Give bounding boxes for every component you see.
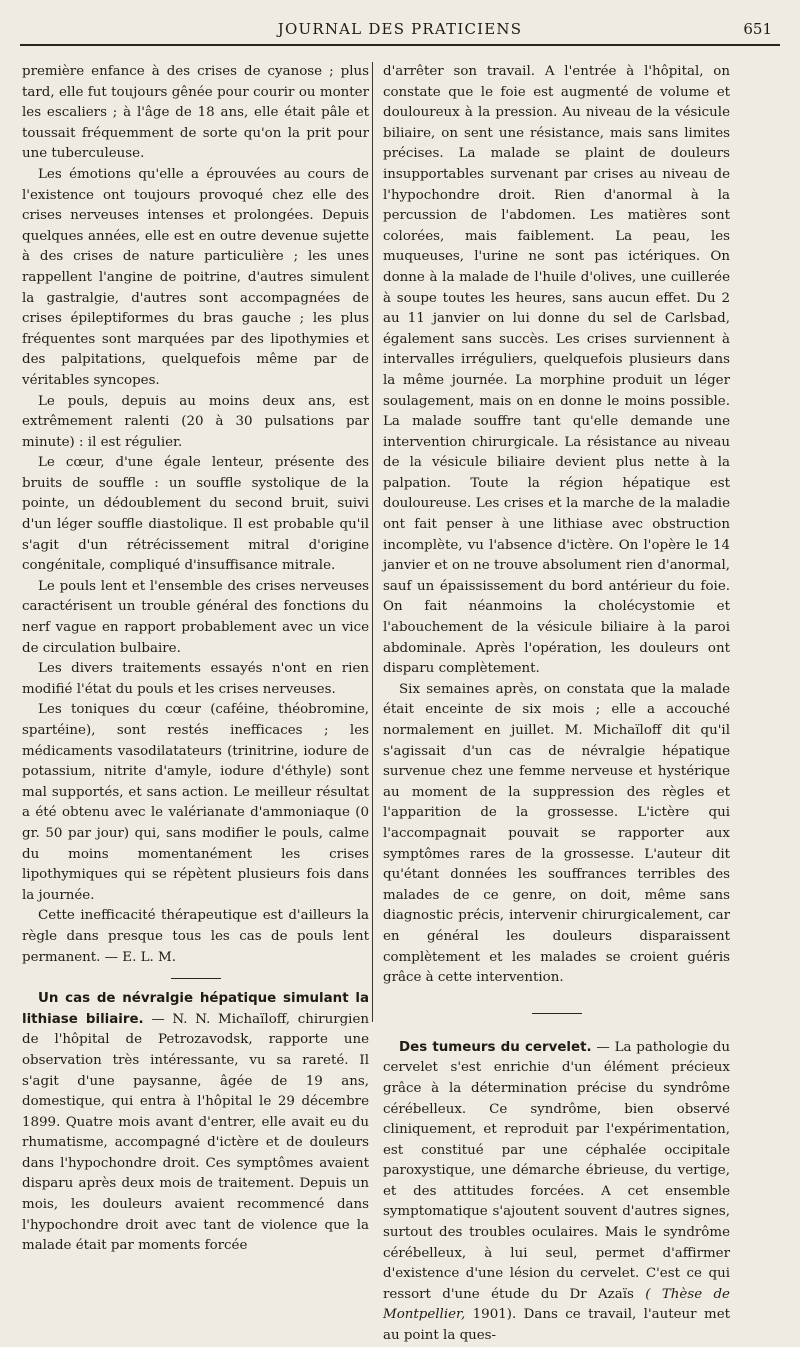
article-cervelet: [383, 1038, 730, 1347]
page-number: 651: [743, 20, 772, 38]
paragraph: Le pouls lent et l'ensemble des crises nerveuses caractérisent un trouble général des fonctions du nerf vague en rapport probablement avec un vice de circulation bulbaire.: [22, 578, 369, 656]
paragraph: d'arrêter son travail. A l'entrée à l'hôpital, on constate que le foie est augmenté de volume et douloureux à la pression. Au niveau de la vésicule biliaire, on sent une résistance, mais sans limites précises. La malade se plaint de douleurs insupportables survenant par crises au niveau de l'hypochondre droit. Rien d'anormal à la percussion de l'abdomen. Les matières sont colorées, mais faiblement. La peau, les muqueuses, l'urine ne sont pas ictériques. On donne à la malade de l'huile d'olives, une cuillerée à soupe toutes les heures, sans aucun effet. Du 2 au 11 janvier on lui donne du sel de Carlsbad, également sans succès. Les crises surviennent à intervalles irréguliers, quelquefois plusieurs dans la même journée. La morphine produit un léger soulagement, mais on en donne le moins possible. La malade souffre tant qu'elle demande une intervention chirurgicale. La résistance au niveau de la vésicule biliaire devient plus nette à la palpation. Toute la région hépatique est douloureuse. Les crises et la marche de la maladie ont fait penser à une lithiase avec obstruction incomplète, vu l'absence d'ictère. On l'opère le 14 janvier et on ne trouve absolument rien d'anormal, sauf un épaississement du bord antérieur du foie. On fait néanmoins la cholécystomie et l'abouchement de la vésicule biliaire à la paroi abdominale. Après l'opération, les douleurs ont disparu complètement.: [383, 64, 730, 677]
left-column: [22, 62, 369, 1257]
section-separator: [171, 978, 221, 979]
paragraph: Cette inefficacité thérapeutique est d'ailleurs la règle dans presque tous les cas de pouls lent permanent. — E. L. M.: [22, 908, 369, 965]
article-text: 1901). Dans ce travail, l'auteur met au point la ques-: [383, 1307, 730, 1344]
paragraph: Le pouls, depuis au moins deux ans, est extrêmement ralenti (20 à 30 pulsations par minute) : il est régulier.: [22, 393, 369, 450]
paragraph: Les émotions qu'elle a éprouvées au cours de l'existence ont toujours provoqué chez elle des crises nerveuses intenses et prolongées. Depuis quelques années, elle est en outre devenue sujette à des crises de nature particulière ; les unes rappellent l'angine de poitrine, d'autres simulent la gastralgie, d'autres sont accompagnées de crises épileptiformes du bras gauche ; les plus fréquentes sont marquées par des lipothymies et des palpitations, quelquefois même par de véritables syncopes.: [22, 166, 369, 388]
article-text: — La pathologie du cervelet s'est enrichie d'un élément précieux grâce à la détermination précise du syndrôme cérébelleux. Ce syndrôme, bien observé cliniquement, et reproduit par l'expérimentation, est constitué par une céphalée occipitale paroxystique, une démarche ébrieuse, du vertige, et des attitudes forcées. A cet ensemble symptomatique s'ajoutent souvent d'autres signes, surtout des troubles oculaires. Mais le syndrôme cérébelleux, à lui seul, permet d'affirmer d'existence d'une lésion du cervelet. C'est ce qui ressort d'une étude du Dr Azaïs: [383, 1039, 730, 1302]
right-column: [383, 62, 730, 1347]
paragraph: Le cœur, d'une égale lenteur, présente des bruits de souffle : un souffle systolique de la pointe, un dédoublement du second bruit, suivi d'un léger souffle diastolique. Il est probable qu'il s'agit d'un rétrécissement mitral d'origine congénitale, compliqué d'insuffisance mitrale.: [22, 455, 369, 574]
article-title: Des tumeurs du cervelet.: [399, 1039, 592, 1055]
paragraph: Les toniques du cœur (caféine, théobromine, spartéine), sont restés inefficaces ; les médicaments vasodilatateurs (trinitrine, iodure de potassium, nitrite d'amyle, iodure d'éthyle) sont mal supportés, et sans action. Le meilleur résultat a été obtenu avec le valérianate d'ammoniaque (0 gr. 50 par jour) qui, sans modifier le pouls, calme du moins momentanément les crises lipothymiques qui se répètent plusieurs fois dans la journée.: [22, 702, 369, 903]
page-header: [20, 18, 780, 46]
paragraph: Six semaines après, on constata que la malade était enceinte de six mois ; elle a accouché normalement en juillet. M. Michaïloff dit qu'il s'agissait d'un cas de névralgie hépatique survenue chez une femme nerveuse et hystérique au moment de la suppression des règles et l'apparition de la grossesse. L'ictère qui l'accompagnait pouvait se rapporter aux symptômes rares de la grossesse. L'auteur dit qu'étant données les souffrances terribles des malades de ce genre, on doit, même sans diagnostic précis, intervenir chirurgicalement, car en général les douleurs disparaissent complètement et les malades se croient guéris grâce à cette intervention.: [383, 681, 730, 986]
article-text: — N. N. Michaïloff, chirurgien de l'hôpital de Petrozavodsk, rapporte une observation très intéressante, vu sa rareté. Il s'agit d'une paysanne, âgée de 19 ans, domestique, qui entra à l'hôpital le 29 décembre 1899. Quatre mois avant d'entrer, elle avait eu du rhumatisme, accompagné d'ictère et de douleurs dans l'hypochondre droit. Ces symptômes avaient disparu après deux mois de traitement. Depuis un mois, les douleurs avaient recommencé dans l'hypochondre droit avec tant de violence que la malade était par moments forcée: [22, 1011, 369, 1254]
paragraph: première enfance à des crises de cyanose ; plus tard, elle fut toujours gênée pour courir ou monter les escaliers ; à l'âge de 18 ans, elle était pâle et toussait fréquemment de sorte qu'on la prit pour une tuberculeuse.: [22, 64, 369, 162]
citation: ( Thèse de Montpellier,: [383, 1286, 730, 1323]
paragraph: Les divers traitements essayés n'ont en rien modifié l'état du pouls et les crises nerveuses.: [22, 661, 369, 697]
article-neuralgie: [22, 989, 369, 1257]
running-title: JOURNAL DES PRATICIENS: [277, 20, 523, 38]
column-divider: [372, 62, 373, 1022]
section-separator: [532, 1013, 582, 1014]
article-title: Un cas de névralgie hépatique simulant la lithiase biliaire.: [22, 991, 369, 1027]
